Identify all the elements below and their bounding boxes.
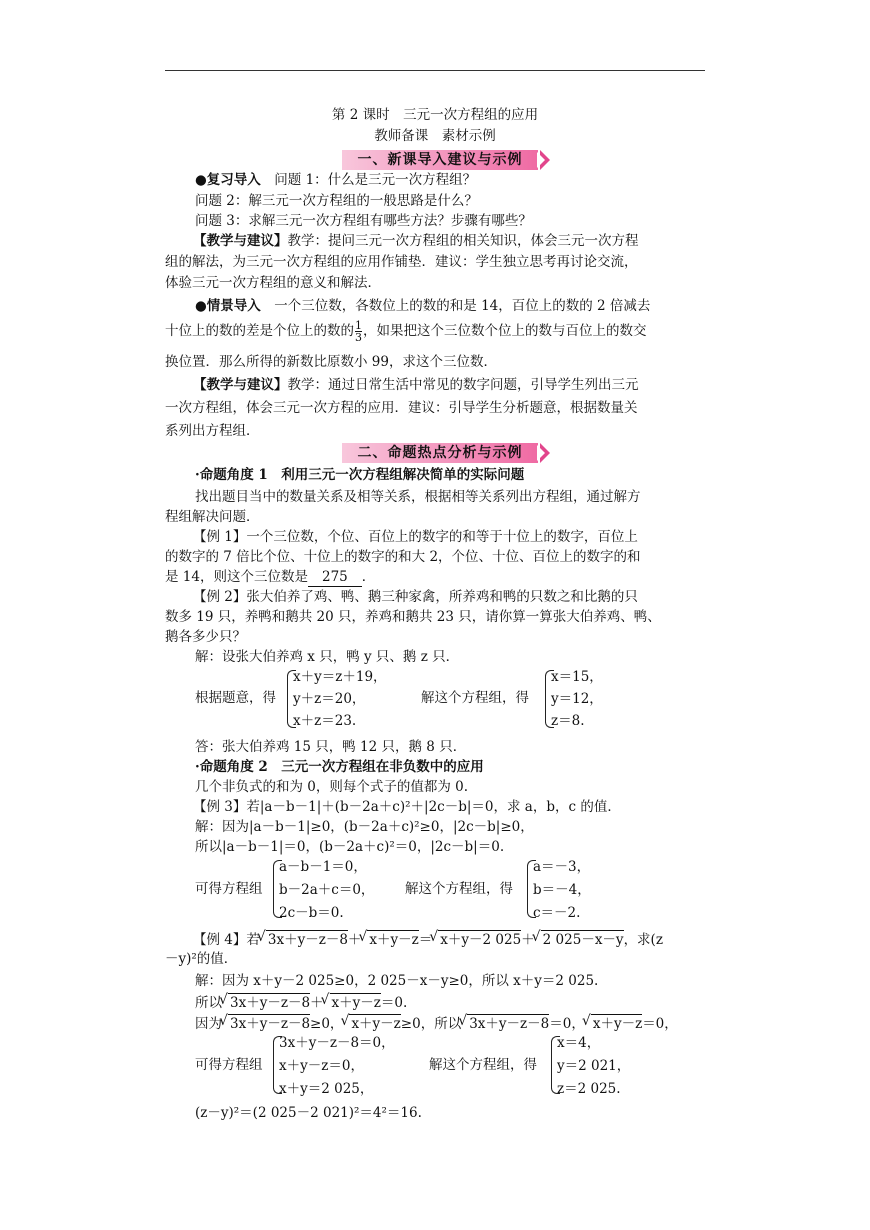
review-advice-l1: 【教学与建议】教学：提问三元一次方程组的相关知识，体会三元一次方程 (193, 233, 639, 249)
review-q2: 问题 2：解三元一次方程组的一般思路是什么？ (195, 193, 478, 209)
example4-res3: z＝2 025. (557, 1081, 621, 1097)
angle1-title: ·命题角度 1 利用三元一次方程组解决简单的实际问题 (195, 467, 525, 483)
scene-advice-l2: 一次方程组，体会三元一次方程的应用．建议：引导学生分析题意，根据数量关 (165, 400, 638, 416)
example3-l1: 【例 3】若|a－b－1|＋(b－2a＋c)²＋|2c－b|＝0，求 a，b，c 的值． (193, 799, 621, 815)
example4-eq2: x＋y－z＝0， (279, 1058, 364, 1074)
example3-eq1: a－b－1＝0， (279, 859, 367, 875)
example2-res2: y＝12， (551, 691, 603, 707)
example2-l1: 【例 2】张大伯养了鸡、鸭、鹅三种家禽，所养鸡和鸭的只数之和比鹅的只 (193, 589, 638, 605)
scene-label: ●情景导入 (195, 298, 261, 314)
lesson-subtitle: 教师备课 素材示例 (374, 128, 496, 144)
scene-advice-l1: 【教学与建议】教学：通过日常生活中常见的数字问题，引导学生列出三元 (193, 377, 639, 393)
example4-l1: 【例 4】若 √ 3x＋y－z－8＋ √ x＋y－z＝ √ x＋y－2 025＋ √ 2 025－x－y，求(z (193, 930, 663, 949)
example2-l2: 数多 19 只，养鸭和鹅共 20 只，养鸡和鹅共 23 只，请你算一算张大伯养鸡、鸭、 (165, 609, 661, 625)
example2-res1: x＝15， (551, 669, 603, 685)
section-banner-analysis-text: 二、命题热点分析与示例 (357, 445, 523, 461)
example3-eq2: b－2a＋c＝0， (279, 882, 375, 898)
example2-l3: 鹅各多少只？ (165, 629, 246, 645)
example3-solve-label: 解这个方程组，得 (405, 881, 513, 897)
example3-eq3: 2c－b＝0. (279, 905, 344, 921)
scene-l3: 换位置．那么所得的新数比原数小 99，求这个三位数． (165, 354, 497, 370)
review-advice-l2: 组的解法，为三元一次方程组的应用作铺垫．建议：学生独立思考再讨论交流， (165, 254, 638, 270)
angle2-l1: 几个非负式的和为 0，则每个式子的值都为 0. (195, 779, 469, 795)
example1-l2: 的数字的 7 倍比个位、十位上的数字的和大 2，个位、十位、百位上的数字的和 (165, 549, 641, 565)
angle1-l1: 找出题目当中的数量关系及相等关系，根据相等关系列出方程组，通过解方 (195, 489, 641, 505)
example3-res2: b＝－4， (533, 882, 591, 898)
example4-eq1: 3x＋y－z－8＝0， (279, 1035, 395, 1051)
sqrt: √ 2 025－x－y (541, 930, 624, 949)
review-q3: 问题 3：求解三元一次方程组有哪些方法？步骤有哪些？ (195, 213, 532, 229)
sqrt: √ 3x＋y－z－8 (266, 930, 348, 949)
fraction-one-third: $\frac{1}{3}$ (355, 319, 362, 344)
example4-res2: y＝2 021， (557, 1058, 631, 1074)
example2-eq3: x＋z＝23. (293, 713, 357, 729)
review-q1: ●复习导入 问题 1：什么是三元一次方程组？ (195, 172, 477, 188)
example4-s3: 因为 √ 3x＋y－z－8≥0， √ x＋y－z≥0，所以 √ 3x＋y－z－8＝0， √ x＋y－z＝0， (195, 1014, 678, 1033)
example4-res1: x＝4， (557, 1035, 601, 1051)
scene-l1: ●情景导入 一个三位数，各数位上的数的和是 14，百位上的数的 2 倍减去 (195, 298, 651, 314)
example4-eq3: x＋y＝2 025， (279, 1081, 374, 1097)
sqrt: √ 3x＋y－z－8 (467, 1014, 549, 1033)
angle2-title: ·命题角度 2 三元一次方程组在非负数中的应用 (195, 759, 484, 775)
example3-res3: c＝－2. (533, 905, 581, 921)
example1-l3: 是 14，则这个三位数是 275 ． (165, 569, 376, 585)
example4-s2: 所以 √ 3x＋y－z－8＋ √ x＋y－z＝0. (195, 993, 407, 1012)
example4-s1: 解：因为 x＋y－2 025≥0，2 025－x－y≥0，所以 x＋y＝2 025. (195, 973, 599, 989)
example2-solve-label: 解这个方程组，得 (421, 690, 529, 706)
sqrt: √ x＋y－z (367, 930, 418, 949)
example1-answer: 275 (308, 568, 362, 587)
scene-l2: 十位上的数的差是个位上的数的 $\frac{1}{3}$ ，如果把这个三位数个位上的数与百位上的数交 (165, 319, 647, 344)
example4-l2: －y)²的值． (165, 951, 238, 967)
sqrt: √ x＋y－z (591, 1014, 642, 1033)
section-banner-intro (342, 150, 542, 170)
section-banner-analysis (342, 443, 542, 463)
example2-solution-l1: 解：设张大伯养鸡 x 只，鸭 y 只、鹅 z 只． (195, 649, 460, 665)
example3-l2: 解：因为|a－b－1|≥0，(b－2a＋c)²≥0，|2c－b|≥0， (195, 819, 534, 835)
example1-l1: 【例 1】一个三位数，个位、百位上的数字的和等于十位上的数字，百位上 (193, 529, 638, 545)
example2-system-label: 根据题意，得 (195, 690, 276, 706)
review-advice-l3: 体验三元一次方程组的意义和解法． (165, 275, 381, 291)
angle1-l2: 程组解决问题． (165, 509, 260, 525)
example2-res3: z＝8. (551, 713, 585, 729)
sqrt: √ 3x＋y－z－8 (228, 1014, 310, 1033)
example3-l3: 所以|a－b－1|＝0，(b－2a＋c)²＝0，|2c－b|＝0. (195, 839, 505, 855)
example2-eq1: x＋y＝z＋19， (293, 669, 387, 685)
example3-res1: a＝－3， (533, 859, 591, 875)
section-banner-intro-text: 一、新课导入建议与示例 (357, 152, 523, 168)
scene-advice-l3: 系列出方程组． (165, 423, 260, 439)
sqrt: √ x＋y－2 025 (438, 930, 521, 949)
example4-system-label: 可得方程组 (195, 1057, 263, 1073)
review-label: ●复习导入 (195, 172, 261, 188)
example4-solve-label: 解这个方程组，得 (429, 1057, 537, 1073)
sqrt: √ 3x＋y－z－8 (228, 993, 310, 1012)
example3-system-label: 可得方程组 (195, 881, 263, 897)
lesson-title: 第 2 课时 三元一次方程组的应用 (331, 107, 539, 123)
example4-final: (z－y)²＝(2 025－2 021)²＝4²＝16. (195, 1105, 422, 1121)
example2-answer: 答：张大伯养鸡 15 只，鸭 12 只，鹅 8 只． (195, 739, 467, 755)
sqrt: √ x＋y－z (349, 1014, 400, 1033)
sqrt: √ x＋y－z (330, 993, 381, 1012)
header-rule (165, 70, 705, 71)
example2-eq2: y＋z＝20， (293, 691, 366, 707)
